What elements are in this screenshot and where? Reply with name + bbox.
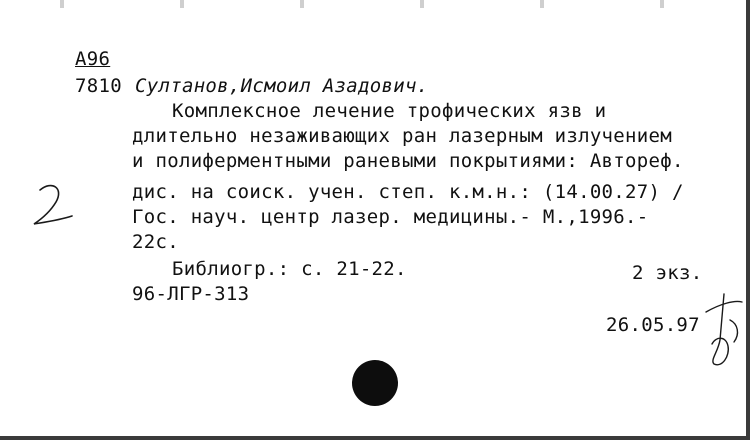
title-line-4: дис. на соиск. учен. степ. к.м.н.: (14.00.27) /: [132, 181, 684, 203]
title-line-2: длительно незаживающих ран лазерным излучением: [132, 125, 672, 147]
card-right-edge: [746, 0, 750, 440]
shelf-mark: А96: [75, 48, 111, 70]
bibliography-note: Библиогр.: с. 21-22.: [172, 258, 407, 280]
copies-count: 2 экз.: [632, 262, 703, 284]
author-name: Султанов,Исмоил Азадович.: [135, 75, 429, 97]
signature-mark: [700, 290, 746, 370]
title-line-5: Гос. науч. центр лазер. медицины.- М.,1996.-: [132, 206, 649, 228]
accession-number: 96-ЛГР-313: [132, 283, 250, 305]
punch-hole: [352, 360, 398, 406]
page-count: 22с.: [132, 231, 179, 253]
title-line-3: и полиферментными раневыми покрытиями: Автореф.: [132, 150, 684, 172]
handwritten-number: [30, 180, 76, 230]
date-stamp: 26.05.97: [606, 314, 700, 336]
card-top-edge: [0, 0, 750, 8]
call-code: 7810: [75, 75, 122, 97]
card-bottom-edge: [0, 436, 750, 440]
title-line-1: Комплексное лечение трофических язв и: [172, 100, 607, 122]
